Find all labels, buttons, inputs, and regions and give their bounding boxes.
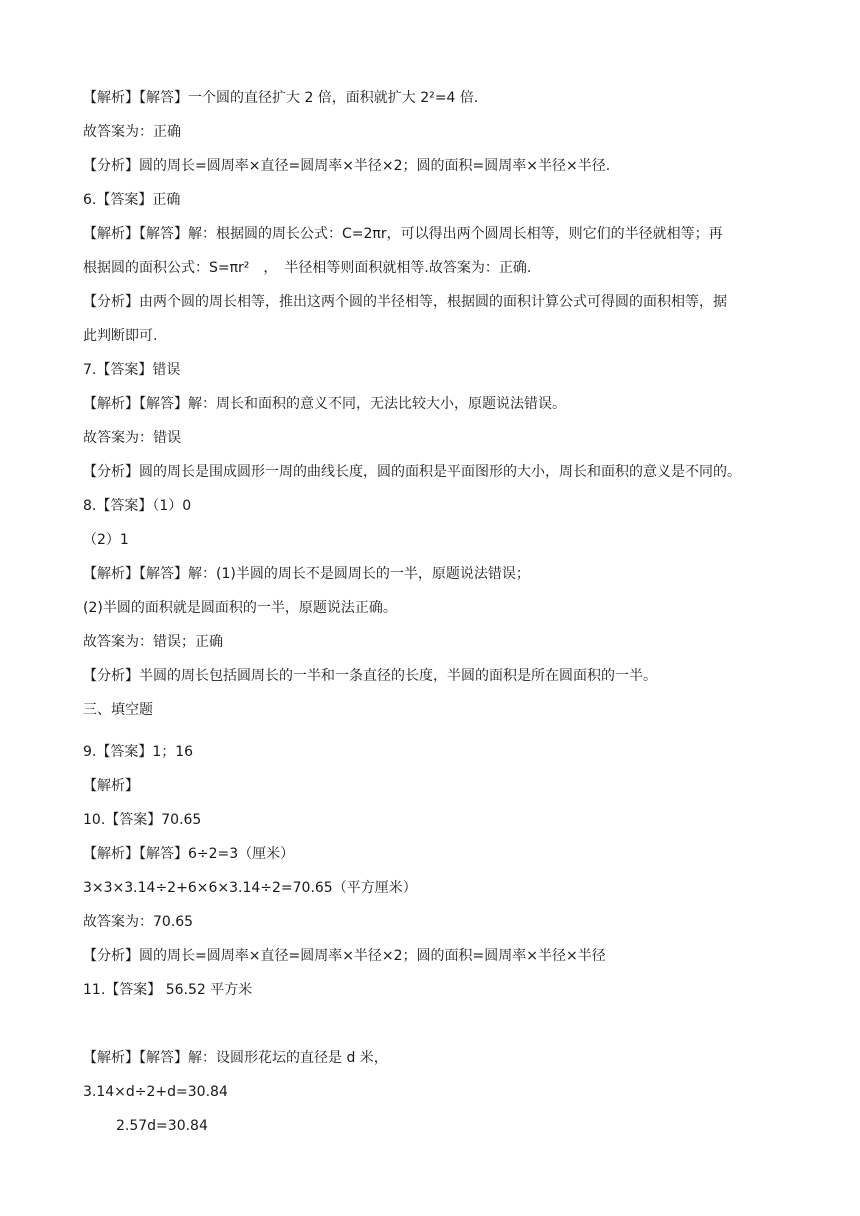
answer-10: 10.【答案】70.65 [83,812,202,828]
text-line: 【解析】 [83,778,139,794]
text-line: 【分析】圆的周长=圆周率×直径=圆周率×半径×2；圆的面积=圆周率×半径×半径 [83,948,606,964]
text-line: 故答案为：错误；正确 [83,634,223,650]
text-line: 【分析】半圆的周长包括圆周长的一半和一条直径的长度，半圆的面积是所在圆面积的一半。 [83,668,657,684]
answer-8: 8.【答案】（1）0 [83,498,192,514]
text-line: (2)半圆的面积就是圆面积的一半，原题说法正确。 [83,600,397,616]
text-line: （2）1 [83,532,129,548]
text-line: 此判断即可. [83,328,158,344]
text-line: 【解析】【解答】6÷2=3（厘米） [83,846,295,862]
text-line: 【解析】【解答】一个圆的直径扩大 2 倍，面积就扩大 2²=4 倍. [83,90,479,106]
answer-6: 6.【答案】正确 [83,192,181,208]
answer-11: 11.【答案】 56.52 平方米 [83,982,253,998]
text-line: 根据圆的面积公式：S=πr² ， 半径相等则面积就相等.故答案为：正确. [83,260,532,276]
text-line: 故答案为：正确 [83,124,181,140]
text-line: 故答案为：错误 [83,430,181,446]
text-line: 【分析】圆的周长=圆周率×直径=圆周率×半径×2；圆的面积=圆周率×半径×半径. [83,158,611,174]
text-line: 【解析】【解答】解：根据圆的周长公式：C=2πr，可以得出两个圆周长相等，则它们的半径就相等；再 [83,226,723,242]
section-heading: 三、填空题 [83,702,153,718]
answer-9: 9.【答案】1；16 [83,744,194,760]
text-line: 【分析】圆的周长是围成圆形一周的曲线长度，圆的面积是平面图形的大小，周长和面积的意义是不同的。 [83,464,741,480]
text-line: 【解析】【解答】解：设圆形花坛的直径是 d 米， [83,1050,388,1066]
text-line: 3×3×3.14÷2+6×6×3.14÷2=70.65（平方厘米） [83,880,417,896]
text-line: 【解析】【解答】解：周长和面积的意义不同，无法比较大小，原题说法错误。 [83,396,566,412]
text-line: 故答案为：70.65 [83,914,194,930]
answer-7: 7.【答案】错误 [83,362,181,378]
text-line: 【解析】【解答】解：(1)半圆的周长不是圆周长的一半，原题说法错误； [83,566,530,582]
equation-line: 3.14×d÷2+d=30.84 [83,1084,228,1100]
text-line: 【分析】由两个圆的周长相等，推出这两个圆的半径相等，根据圆的面积计算公式可得圆的面积相等，据 [83,294,727,310]
equation-line: 2.57d=30.84 [116,1118,208,1134]
